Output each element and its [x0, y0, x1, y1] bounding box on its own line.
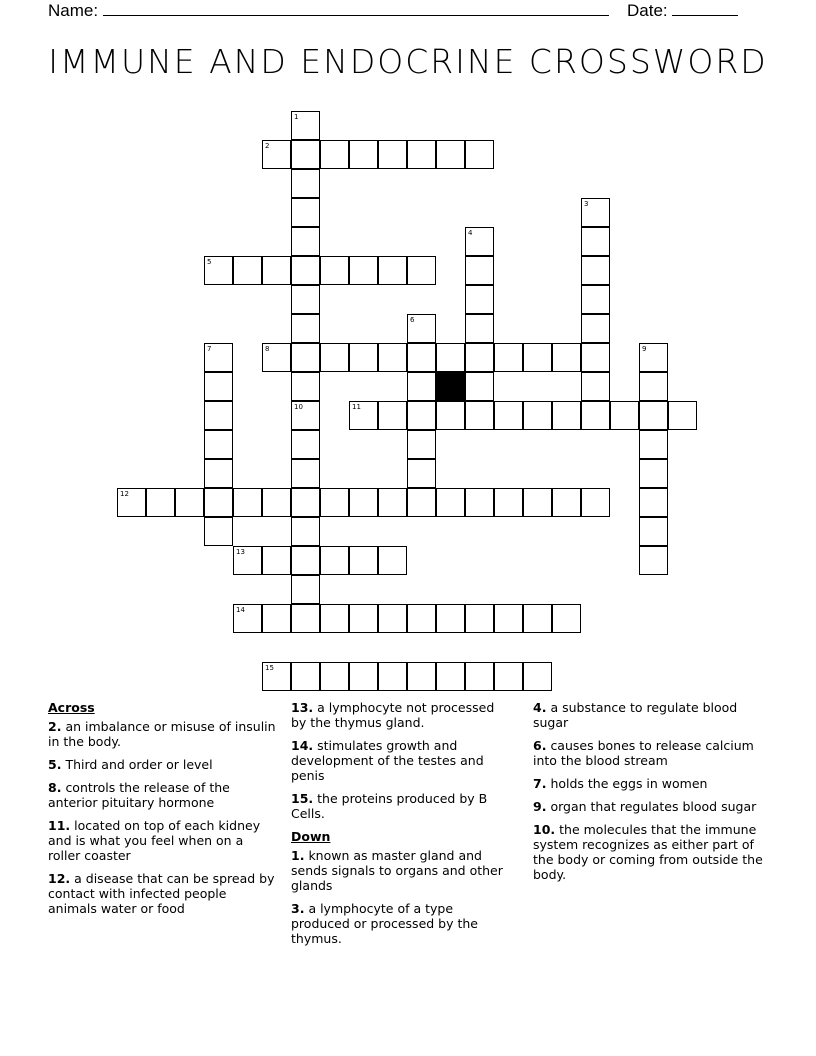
crossword-cell[interactable]	[233, 256, 262, 285]
crossword-cell[interactable]	[233, 488, 262, 517]
crossword-cell[interactable]	[378, 662, 407, 691]
crossword-cell[interactable]	[291, 140, 320, 169]
crossword-cell[interactable]	[639, 546, 668, 575]
crossword-cell[interactable]	[465, 372, 494, 401]
crossword-cell[interactable]	[291, 227, 320, 256]
crossword-cell[interactable]	[291, 314, 320, 343]
crossword-cell[interactable]	[407, 314, 436, 343]
crossword-cell[interactable]	[523, 604, 552, 633]
crossword-cell[interactable]	[233, 604, 262, 633]
cell-number: 11	[352, 403, 361, 411]
across-heading: Across	[48, 700, 95, 715]
crossword-cell[interactable]	[581, 314, 610, 343]
crossword-cell[interactable]	[262, 488, 291, 517]
cell-number: 10	[294, 403, 303, 411]
clue-down-1: 1. known as master gland and sends signals to organs and other glands	[291, 848, 503, 893]
crossword-cell[interactable]	[407, 372, 436, 401]
crossword-cell[interactable]	[204, 256, 233, 285]
crossword-cell[interactable]	[146, 488, 175, 517]
crossword-cell[interactable]	[291, 372, 320, 401]
crossword-cell[interactable]	[378, 256, 407, 285]
crossword-cell[interactable]	[320, 662, 349, 691]
cell-number: 15	[265, 664, 274, 672]
crossword-cell[interactable]	[465, 604, 494, 633]
crossword-cell[interactable]	[552, 401, 581, 430]
crossword-cell[interactable]	[581, 401, 610, 430]
crossword-cell[interactable]	[552, 604, 581, 633]
name-label: Name:	[48, 1, 99, 20]
crossword-cell[interactable]	[291, 343, 320, 372]
crossword-cell[interactable]	[407, 343, 436, 372]
cell-number: 14	[236, 606, 245, 614]
crossword-cell[interactable]	[204, 372, 233, 401]
clue-down-4: 4. a substance to regulate blood sugar	[533, 700, 738, 730]
clues-column-2	[291, 700, 513, 954]
crossword-cell[interactable]	[436, 140, 465, 169]
cell-number: 6	[410, 316, 415, 324]
crossword-cell[interactable]	[494, 343, 523, 372]
crossword-cell[interactable]	[581, 372, 610, 401]
crossword-cell[interactable]	[378, 343, 407, 372]
crossword-cell[interactable]	[262, 256, 291, 285]
crossword-cell[interactable]	[465, 140, 494, 169]
clue-down-7: 7. holds the eggs in women	[533, 776, 708, 791]
crossword-cell[interactable]	[320, 140, 349, 169]
crossword-cell[interactable]	[349, 343, 378, 372]
crossword-cell[interactable]	[320, 488, 349, 517]
crossword-cell[interactable]	[581, 343, 610, 372]
crossword-cell[interactable]	[436, 662, 465, 691]
clue-across-13: 13. a lymphocyte not processed by the thymus gland.	[291, 700, 495, 730]
crossword-cell[interactable]	[291, 488, 320, 517]
crossword-cell[interactable]	[407, 401, 436, 430]
crossword-cell[interactable]	[552, 488, 581, 517]
crossword-cell[interactable]	[407, 430, 436, 459]
clue-across-2: 2. an imbalance or misuse of insulin in the body.	[48, 719, 276, 749]
crossword-cell[interactable]	[291, 111, 320, 140]
crossword-cell[interactable]	[378, 488, 407, 517]
crossword-cell[interactable]	[407, 488, 436, 517]
crossword-cell[interactable]	[639, 488, 668, 517]
crossword-cell[interactable]	[204, 517, 233, 546]
crossword-cell[interactable]	[436, 604, 465, 633]
crossword-cell[interactable]	[291, 198, 320, 227]
crossword-cell[interactable]	[639, 430, 668, 459]
cell-number: 13	[236, 548, 245, 556]
crossword-cell[interactable]	[581, 256, 610, 285]
crossword-cell[interactable]	[639, 459, 668, 488]
crossword-cell[interactable]	[320, 343, 349, 372]
crossword-cell[interactable]	[175, 488, 204, 517]
crossword-cell[interactable]	[291, 546, 320, 575]
down-heading: Down	[291, 829, 331, 844]
crossword-cell[interactable]	[494, 662, 523, 691]
crossword-cell[interactable]	[610, 401, 639, 430]
crossword-cell[interactable]	[436, 488, 465, 517]
crossword-cell[interactable]	[465, 488, 494, 517]
crossword-cell[interactable]	[291, 169, 320, 198]
date-label: Date:	[627, 1, 668, 20]
cell-number: 2	[265, 142, 270, 150]
crossword-cell[interactable]	[291, 604, 320, 633]
cell-number: 4	[468, 229, 473, 237]
crossword-cell[interactable]	[465, 343, 494, 372]
clue-across-14: 14. stimulates growth and development of the testes and penis	[291, 738, 484, 783]
clues-column-3	[533, 700, 763, 890]
crossword-block	[436, 372, 465, 401]
crossword-cell[interactable]	[291, 662, 320, 691]
crossword-cell[interactable]	[262, 140, 291, 169]
crossword-cell[interactable]	[581, 488, 610, 517]
crossword-cell[interactable]	[291, 401, 320, 430]
crossword-cell[interactable]	[204, 430, 233, 459]
crossword-cell[interactable]	[291, 575, 320, 604]
crossword-cell[interactable]	[204, 488, 233, 517]
crossword-cell[interactable]	[349, 488, 378, 517]
crossword-cell[interactable]	[465, 662, 494, 691]
cell-number: 7	[207, 345, 212, 353]
crossword-cell[interactable]	[552, 343, 581, 372]
crossword-cell[interactable]	[407, 140, 436, 169]
cell-number: 5	[207, 258, 212, 266]
crossword-cell[interactable]	[581, 198, 610, 227]
crossword-cell[interactable]	[262, 662, 291, 691]
crossword-cell[interactable]	[465, 285, 494, 314]
crossword-cell[interactable]	[407, 662, 436, 691]
clues-column-1	[48, 700, 276, 924]
crossword-cell[interactable]	[320, 604, 349, 633]
crossword-cell[interactable]	[320, 256, 349, 285]
crossword-cell[interactable]	[639, 372, 668, 401]
crossword-cell[interactable]	[233, 546, 262, 575]
crossword-cell[interactable]	[378, 401, 407, 430]
clue-across-11: 11. located on top of each kidney and is what you feel when on a roller coaster	[48, 818, 261, 863]
cell-number: 9	[642, 345, 647, 353]
crossword-cell[interactable]	[378, 140, 407, 169]
crossword-cell[interactable]	[349, 140, 378, 169]
crossword-cell[interactable]	[523, 343, 552, 372]
clue-down-3: 3. a lymphocyte of a type produced or processed by the thymus.	[291, 901, 478, 946]
crossword-cell[interactable]	[117, 488, 146, 517]
crossword-cell[interactable]	[436, 401, 465, 430]
crossword-cell[interactable]	[378, 546, 407, 575]
crossword-cell[interactable]	[465, 314, 494, 343]
crossword-cell[interactable]	[349, 401, 378, 430]
crossword-cell[interactable]	[349, 662, 378, 691]
clue-across-12: 12. a disease that can be spread by contact with infected people animals water or food	[48, 871, 275, 916]
crossword-cell[interactable]	[407, 256, 436, 285]
crossword-cell[interactable]	[204, 401, 233, 430]
crossword-cell[interactable]	[523, 488, 552, 517]
crossword-cell[interactable]	[291, 517, 320, 546]
crossword-cell[interactable]	[494, 488, 523, 517]
clue-down-10: 10. the molecules that the immune system recognizes as either part of the body or coming from outside the body.	[533, 822, 763, 882]
page-title: IMMUNE AND ENDOCRINE CROSSWORD	[48, 42, 768, 81]
crossword-cell[interactable]	[349, 604, 378, 633]
crossword-cell[interactable]	[523, 662, 552, 691]
cell-number: 8	[265, 345, 270, 353]
crossword-cell[interactable]	[291, 459, 320, 488]
crossword-cell[interactable]	[291, 430, 320, 459]
crossword-cell[interactable]	[349, 546, 378, 575]
crossword-cell[interactable]	[378, 604, 407, 633]
crossword-cell[interactable]	[581, 227, 610, 256]
crossword-cell[interactable]	[494, 604, 523, 633]
crossword-cell[interactable]	[494, 401, 523, 430]
cell-number: 3	[584, 200, 589, 208]
crossword-cell[interactable]	[407, 459, 436, 488]
crossword-cell[interactable]	[639, 343, 668, 372]
crossword-cell[interactable]	[262, 604, 291, 633]
crossword-cell[interactable]	[291, 256, 320, 285]
crossword-cell[interactable]	[465, 256, 494, 285]
cell-number: 12	[120, 490, 129, 498]
crossword-cell[interactable]	[320, 546, 349, 575]
crossword-cell[interactable]	[262, 546, 291, 575]
clue-across-8: 8. controls the release of the anterior pituitary hormone	[48, 780, 230, 810]
crossword-cell[interactable]	[639, 517, 668, 546]
crossword-cell[interactable]	[291, 285, 320, 314]
crossword-cell[interactable]	[465, 227, 494, 256]
clue-down-6: 6. causes bones to release calcium into the blood stream	[533, 738, 754, 768]
crossword-cell[interactable]	[581, 285, 610, 314]
crossword-cell[interactable]	[349, 256, 378, 285]
crossword-cell[interactable]	[523, 401, 552, 430]
crossword-cell[interactable]	[668, 401, 697, 430]
cell-number: 1	[294, 113, 299, 121]
crossword-cell[interactable]	[407, 604, 436, 633]
crossword-cell[interactable]	[262, 343, 291, 372]
clue-across-15: 15. the proteins produced by B Cells.	[291, 791, 488, 821]
crossword-cell[interactable]	[436, 343, 465, 372]
clue-across-5: 5. Third and order or level	[48, 757, 213, 772]
crossword-cell[interactable]	[204, 459, 233, 488]
crossword-cell[interactable]	[204, 343, 233, 372]
crossword-cell[interactable]	[639, 401, 668, 430]
clue-down-9: 9. organ that regulates blood sugar	[533, 799, 757, 814]
crossword-cell[interactable]	[465, 401, 494, 430]
